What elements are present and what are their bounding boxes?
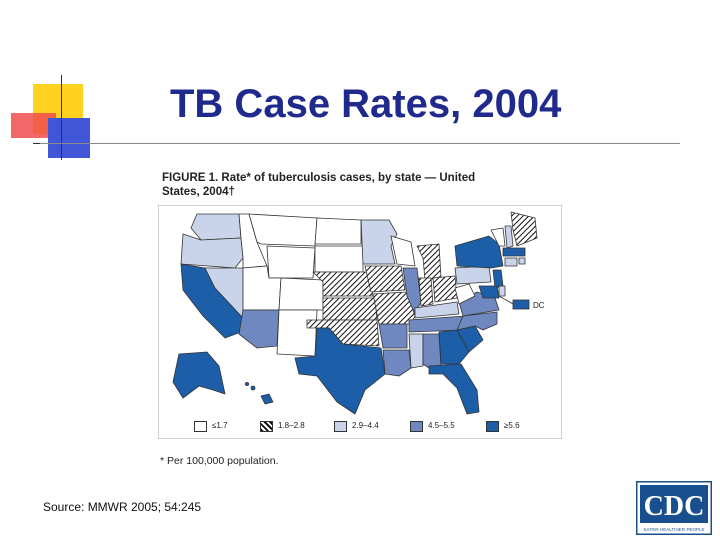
state-hawaii-island-1: [251, 386, 255, 390]
state-new-mexico: [277, 310, 317, 356]
state-pennsylvania: [455, 266, 491, 284]
state-alaska: [173, 352, 225, 398]
dc-leader-line: [499, 296, 513, 304]
cdc-logo-tagline: SAFER·HEALTHIER·PEOPLE: [643, 527, 705, 532]
state-hawaii-island-2: [245, 382, 248, 385]
decor-vertical-line: [61, 75, 62, 160]
cdc-logo: [636, 481, 712, 535]
state-maryland: [479, 286, 499, 298]
state-arkansas: [379, 324, 407, 348]
state-south-dakota: [315, 246, 363, 272]
state-colorado: [279, 278, 323, 310]
state-tennessee: [409, 316, 465, 332]
map-legend: [194, 420, 564, 436]
state-new-hampshire: [505, 226, 513, 248]
decor-blue-square: [48, 118, 90, 158]
state-ohio: [433, 276, 457, 302]
state-minnesota: [361, 220, 397, 264]
state-connecticut: [505, 258, 517, 266]
state-new-york: [455, 236, 503, 268]
figure-caption: [162, 171, 572, 199]
figure-caption-line2: States, 2004†: [162, 186, 235, 198]
state-alabama: [423, 334, 441, 368]
dc-marker: [513, 300, 529, 309]
us-map-panel: [158, 205, 562, 439]
legend-swatch-hatch: [260, 421, 273, 432]
legend-label: ≤1.7: [212, 421, 228, 430]
state-new-jersey: [493, 270, 503, 288]
us-map: [159, 206, 561, 438]
legend-label: 4.5–5.5: [428, 421, 455, 430]
state-washington: [191, 214, 241, 240]
source-citation: Source: MMWR 2005; 54:245: [43, 500, 202, 514]
state-hawaii: [261, 394, 273, 404]
state-indiana: [419, 278, 433, 306]
state-rhode-island: [519, 258, 525, 264]
slide-title: TB Case Rates, 2004: [170, 82, 562, 126]
state-michigan: [417, 244, 441, 280]
state-kansas: [323, 298, 377, 320]
state-mississippi: [409, 334, 423, 368]
state-delaware: [499, 286, 505, 296]
legend-swatch-light: [334, 421, 347, 432]
legend-swatch-white: [194, 421, 207, 432]
legend-label: 2.9–4.4: [352, 421, 379, 430]
title-rule: [40, 143, 680, 144]
legend-swatch-dark: [486, 421, 499, 432]
legend-label: ≥5.6: [504, 421, 520, 430]
state-oregon: [181, 234, 243, 268]
state-montana: [249, 214, 317, 246]
cdc-logo-text: CDC: [643, 491, 705, 522]
state-wyoming: [267, 246, 315, 278]
legend-swatch-medium: [410, 421, 423, 432]
state-north-dakota: [315, 218, 361, 244]
cdc-logo-graphic: [636, 481, 712, 535]
state-iowa: [365, 266, 405, 292]
state-louisiana: [383, 350, 411, 376]
state-massachusetts: [503, 248, 525, 256]
state-maine: [511, 212, 537, 246]
state-florida: [429, 364, 479, 414]
dc-label: DC: [533, 301, 545, 310]
figure-footnote: * Per 100,000 population.: [160, 455, 279, 467]
legend-label: 1.8–2.8: [278, 421, 305, 430]
state-arizona: [239, 310, 279, 348]
figure-caption-line1: FIGURE 1. Rate* of tuberculosis cases, by state — United: [162, 172, 476, 184]
